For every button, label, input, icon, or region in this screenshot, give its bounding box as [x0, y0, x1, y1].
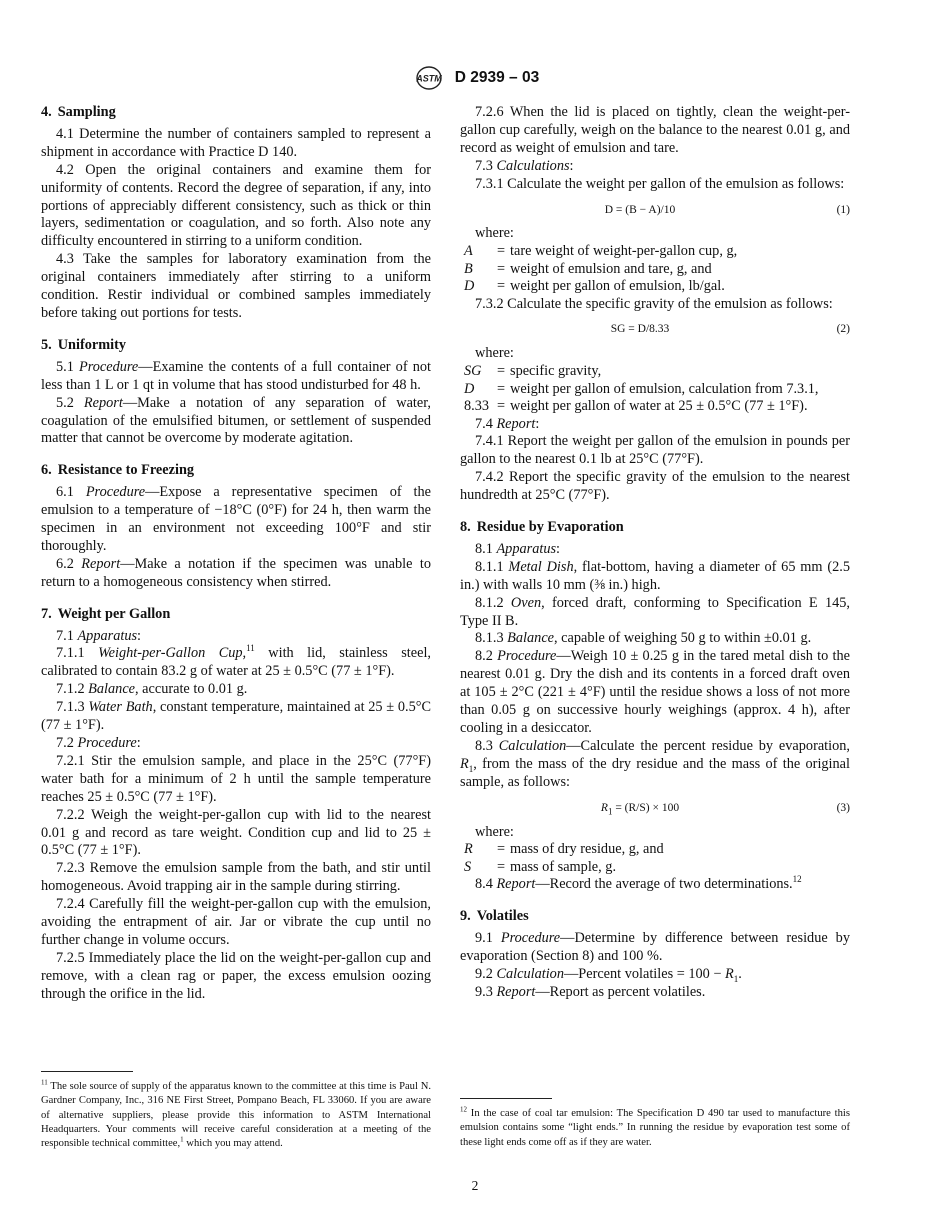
paragraph-9-2: 9.2 Calculation—Percent volatiles = $100 - R_1$.: [475, 965, 742, 984]
equation-3-number: (3): [836, 801, 850, 814]
equation-1-number: (1): [836, 203, 850, 216]
paragraph-7-2-5: 7.2.5 Immediately place the lid on the weight-per-gallon cup and remove, with a clean rag or paper, the excess emulsion oozing through the orifice in the lid.: [41, 949, 431, 1002]
paragraph-8-1-3: 8.1.3 Balance, capable of weighing 50 g to within ±0.01 g.: [475, 630, 812, 647]
footnote-11: $^{11}$ The sole source of supply of the apparatus known to the committee at this time is Paul N. Gardner Company, Inc., 316 NE First Street, Pompano Beach, FL 33060. If you are aware of alternative suppliers, please provide this information to ASTM International Headquarters. Your comments will receive careful consideration at a meeting of the responsible technical committee,$^1$ which you may attend.: [41, 1078, 431, 1150]
definition-row: SG = specific gravity,: [464, 363, 602, 380]
paragraph-7-2-1: 7.2.1 Stir the emulsion sample, and place in the 25°C (77°F) water bath for a minimum of 2 h until the sample temperature reaches 25 ± 0.5°C (77 ± 1°F).: [41, 752, 431, 805]
paragraph-8-1: 8.1 Apparatus:: [475, 540, 561, 557]
paragraph-4-1: 4.1 Determine the number of containers sampled to represent a shipment in accordance with Practice D 140.: [41, 125, 431, 160]
paragraph-7-1-1: 7.1.1 Weight-per-Gallon Cup,$^{11}$ with lid, stainless steel, calibrated to contain 83.2 g of water at 25 ± 0.5°C (77 ± 1°F).: [41, 643, 431, 680]
footnote-divider-right: [460, 1098, 552, 1099]
paragraph-9-3: 9.3 Report—Report as percent volatiles.: [475, 983, 706, 1000]
equation-3: [460, 800, 850, 818]
paragraph-7-1-2: 7.1.2 Balance, accurate to 0.01 g.: [56, 681, 248, 698]
paragraph-8-4: 8.4 Report—Record the average of two determinations.$^{12}$: [475, 874, 802, 893]
equation-2-expression: SG = D/8.33: [610, 323, 670, 336]
equation-1: [460, 202, 850, 220]
paragraph-6-2: 6.2 Report—Make a notation if the specimen was unable to return to a homogeneous consistency when stirred.: [41, 555, 431, 590]
paragraph-8-3: 8.3 Calculation—Calculate the percent residue by evaporation, $R_1$, from the mass of the dry residue and the mass of the original sample, as follows:: [460, 737, 850, 790]
equation-1-expression: D = (B − A)/10: [604, 203, 676, 216]
paragraph-7-4-1: 7.4.1 Report the weight per gallon of the emulsion in pounds per gallon to the nearest 0.1 lb at 25°C (77°F).: [460, 433, 850, 468]
section-heading-weight-per-gallon: 7. Weight per Gallon: [41, 605, 171, 622]
right-column: [460, 104, 850, 1002]
document-designation: D 2939 – 03: [454, 69, 540, 86]
page-number: 2: [471, 1178, 479, 1193]
paragraph-4-2: 4.2 Open the original containers and examine them for uniformity of contents. Record the degree of separation, if any, into portions of appreciably different consistency, such as thick or thin layers, sedimentation or coagulation, and so forth. Also note any difficulty encountered in stirring to a uniform condition.: [41, 161, 431, 250]
left-column: [41, 104, 431, 1004]
variable-definitions-3: [464, 841, 854, 876]
svg-text:ASTM: ASTM: [416, 73, 442, 84]
equation-2: [460, 321, 850, 339]
where-label-2: where:: [475, 345, 514, 362]
paragraph-7-3-2: 7.3.2 Calculate the specific gravity of the emulsion as follows:: [475, 295, 833, 312]
section-heading-resistance-to-freezing: 6. Resistance to Freezing: [41, 462, 195, 479]
paragraph-7-2-3: 7.2.3 Remove the emulsion sample from the bath, and stir until homogeneous. Avoid trapping air in the sample during stirring.: [41, 860, 431, 895]
definition-row: R = mass of dry residue, g, and: [464, 841, 664, 858]
paragraph-7-3-1: 7.3.1 Calculate the weight per gallon of the emulsion as follows:: [475, 175, 845, 192]
paragraph-7-2: 7.2 Procedure:: [56, 735, 141, 751]
definition-row: A = tare weight of weight-per-gallon cup, g,: [464, 243, 738, 260]
section-heading-sampling: 4. Sampling: [41, 104, 116, 120]
paragraph-7-2-2: 7.2.2 Weigh the weight-per-gallon cup with lid to the nearest 0.01 g and record as tare weight. Condition cup and lid to 25 ± 0.5°C (77 ± 1°F).: [41, 806, 431, 859]
equation-3-expression: $R_1 = (R/S) \times 100$: [600, 801, 680, 816]
definition-row: B = weight of emulsion and tare, g, and: [464, 260, 712, 277]
section-heading-uniformity: 5. Uniformity: [41, 336, 127, 353]
paragraph-6-1: 6.1 Procedure—Expose a representative specimen of the emulsion to a temperature of −18°C (0°F) for 24 h, then warm the specimen in an environment not exceeding 100°F and stir thoroughly.: [41, 484, 431, 554]
equation-2-number: (2): [836, 323, 850, 336]
paragraph-8-1-2: 8.1.2 Oven, forced draft, conforming to Specification E 145, Type II B.: [460, 594, 851, 629]
page-header: [0, 66, 950, 90]
paragraph-7-4-2: 7.4.2 Report the specific gravity of the emulsion to the nearest hundredth at 25°C (77°F).: [460, 469, 850, 504]
definition-row: D = weight per gallon of emulsion, lb/gal.: [464, 278, 725, 295]
paragraph-7-4: 7.4 Report:: [475, 415, 540, 432]
section-heading-residue-by-evaporation: 8. Residue by Evaporation: [460, 519, 624, 536]
paragraph-7-3: 7.3 Calculations:: [475, 157, 574, 174]
definition-row: S = mass of sample, g.: [464, 858, 617, 875]
paragraph-5-1: 5.1 Procedure—Examine the contents of a full container of not less than 1 L or 1 qt in volume that has stood undisturbed for 48 h.: [41, 358, 431, 393]
definition-row: D = weight per gallon of emulsion, calculation from 7.3.1,: [464, 380, 819, 397]
paragraph-8-2: 8.2 Procedure—Weigh 10 ± 0.25 g in the tared metal dish to the nearest 0.01 g. Dry the dish and its contents in a forced draft oven at 105 ± 2°C (221 ± 4°F) until the residue shows a loss of not more than 0.05 g on successive hourly weighings (approx. 4 h), after cooling in a desiccator.: [460, 648, 850, 736]
footnote-ref-12: 12: [792, 874, 802, 885]
paragraph-7-1: 7.1 Apparatus:: [56, 627, 142, 644]
paragraph-8-1-1: 8.1.1 Metal Dish, flat-bottom, having a diameter of 65 mm (2.5 in.) with walls 10 mm (⅜ in.) high.: [460, 558, 850, 593]
paragraph-9-1: 9.1 Procedure—Determine by difference between residue by evaporation (Section 8) and 100 %.: [460, 930, 850, 964]
footnote-divider-left: [41, 1071, 133, 1072]
footnote-12: $^{12}$ In the case of coal tar emulsion: The Specification D 490 tar used to manufacture this emulsion contains some “light ends.” In running the residue by evaporation test some of these light ends come off as if they are water.: [460, 1105, 850, 1148]
where-label-3: where:: [475, 823, 514, 840]
section-heading-volatiles: 9. Volatiles: [460, 908, 529, 925]
paragraph-7-2-6: 7.2.6 When the lid is placed on tightly, clean the weight-per-gallon cup carefully, weigh on the balance to the nearest 0.01 g, and record as weight of emulsion and tare.: [460, 104, 850, 156]
variable-definitions-2: [464, 363, 854, 415]
definition-row: 8.33 = weight per gallon of water at 25 ± 0.5°C (77 ± 1°F).: [464, 398, 808, 415]
footnote-ref-11: 11: [246, 643, 255, 654]
paragraph-4-3: 4.3 Take the samples for laboratory examination from the original containers immediately after stirring to a uniform condition. Restir individual or combined samples immediately before taking out portions for tests.: [41, 251, 431, 321]
paragraph-7-1-3: 7.1.3 Water Bath, constant temperature, maintained at 25 ± 0.5°C (77 ± 1°F).: [41, 699, 432, 734]
where-label-1: where:: [475, 225, 514, 242]
astm-logo-icon: [411, 66, 447, 90]
variable-definitions-1: [464, 243, 854, 295]
paragraph-7-2-4: 7.2.4 Carefully fill the weight-per-gallon cup with the emulsion, avoiding the entrapment of air. Jar or vibrate the cup until no further change in volume occurs.: [41, 896, 431, 948]
paragraph-5-2: 5.2 Report—Make a notation of any separation of water, coagulation of the emulsified bitumen, or settlement of suspended matter that cannot be overcome by moderate agitation.: [41, 394, 431, 447]
